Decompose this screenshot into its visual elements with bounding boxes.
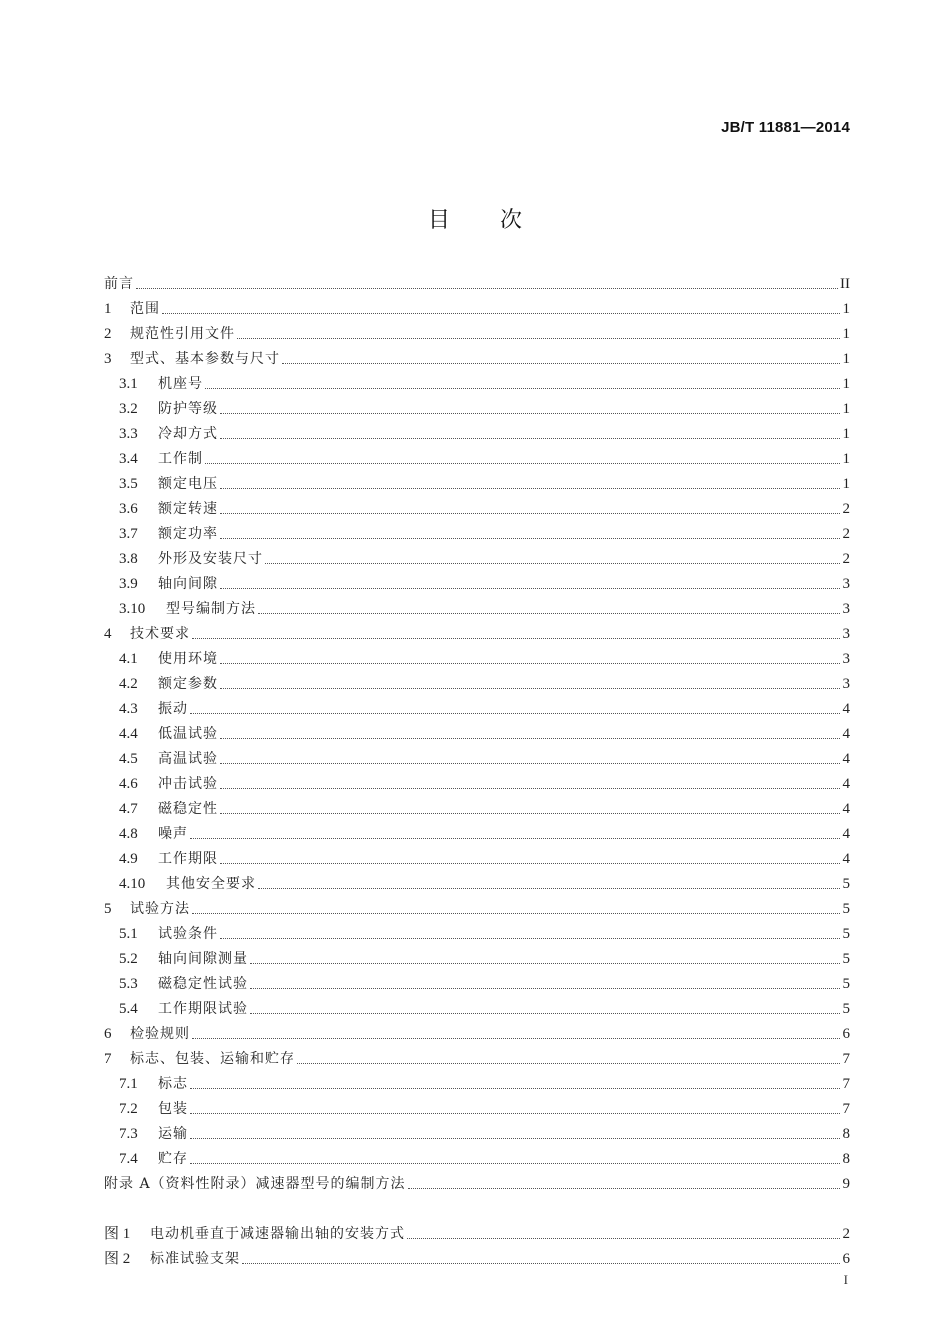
- entry-number: 3.2: [119, 401, 138, 417]
- page-title-char-1: 目: [427, 208, 450, 233]
- entry-number: 4.3: [119, 701, 138, 717]
- entry-number: 7.1: [119, 1076, 138, 1092]
- entry-number: 4.5: [119, 751, 138, 767]
- entry-label: 运输: [158, 1126, 188, 1142]
- entry-page-number: 4: [842, 801, 850, 817]
- dot-leader: [297, 1062, 840, 1064]
- toc-entry[interactable]: [104, 1118, 850, 1143]
- entry-page-number: 5: [842, 951, 850, 967]
- dot-leader: [220, 537, 840, 539]
- entry-label: 试验方法: [130, 901, 190, 917]
- entry-label: 技术要求: [130, 626, 190, 642]
- toc-entry[interactable]: [104, 668, 850, 693]
- toc-entry[interactable]: [104, 568, 850, 593]
- dot-leader: [220, 587, 840, 589]
- toc-entry[interactable]: [104, 743, 850, 768]
- toc-entry[interactable]: [104, 1168, 850, 1193]
- toc-entry[interactable]: [104, 493, 850, 518]
- dot-leader: [250, 962, 840, 964]
- entry-number: 3: [104, 351, 112, 367]
- entry-label: 规范性引用文件: [130, 326, 235, 342]
- dot-leader: [190, 1087, 840, 1089]
- entry-number: 3.4: [119, 451, 138, 467]
- entry-number: 4.1: [119, 651, 138, 667]
- toc-entry[interactable]: [104, 518, 850, 543]
- dot-leader: [190, 1162, 840, 1164]
- dot-leader: [190, 712, 840, 714]
- page-title: [0, 203, 950, 234]
- entry-page-number: 2: [842, 526, 850, 542]
- entry-label: 额定电压: [158, 476, 218, 492]
- dot-leader: [220, 662, 840, 664]
- entry-page-number: 7: [842, 1076, 850, 1092]
- entry-page-number: 1: [842, 426, 850, 442]
- entry-number: 3.9: [119, 576, 138, 592]
- entry-label: 前言: [104, 276, 134, 292]
- entry-page-number: 4: [842, 701, 850, 717]
- entry-page-number: 1: [842, 401, 850, 417]
- entry-page-number: 3: [842, 626, 850, 642]
- entry-page-number: 1: [842, 376, 850, 392]
- entry-label: 冲击试验: [158, 776, 218, 792]
- figure-entry[interactable]: [104, 1218, 850, 1243]
- entry-page-number: 3: [842, 601, 850, 617]
- entry-label: 额定参数: [158, 676, 218, 692]
- toc-entry[interactable]: [104, 993, 850, 1018]
- entry-number: 7.3: [119, 1126, 138, 1142]
- toc-entry[interactable]: [104, 618, 850, 643]
- entry-page-number: 3: [842, 576, 850, 592]
- toc-entry[interactable]: [104, 1043, 850, 1068]
- dot-leader: [407, 1237, 840, 1239]
- entry-number: 5.3: [119, 976, 138, 992]
- dot-leader: [237, 337, 840, 339]
- dot-leader: [220, 787, 840, 789]
- toc-entry[interactable]: [104, 543, 850, 568]
- entry-number: 7: [104, 1051, 112, 1067]
- dot-leader: [205, 462, 840, 464]
- entry-page-number: 2: [842, 551, 850, 567]
- dot-leader: [190, 837, 840, 839]
- toc-entry[interactable]: [104, 343, 850, 368]
- entry-page-number: 1: [842, 351, 850, 367]
- entry-label: 冷却方式: [158, 426, 218, 442]
- table-of-contents: [104, 268, 850, 1268]
- entry-label: 试验条件: [158, 926, 218, 942]
- entry-page-number: 5: [842, 901, 850, 917]
- dot-leader: [220, 737, 840, 739]
- toc-entry[interactable]: [104, 318, 850, 343]
- figure-list: [104, 1218, 850, 1268]
- entry-number: 4.4: [119, 726, 138, 742]
- entry-number: 5.4: [119, 1001, 138, 1017]
- entry-label: 防护等级: [158, 401, 218, 417]
- entry-page-number: 3: [842, 651, 850, 667]
- dot-leader: [258, 887, 840, 889]
- entry-page-number: 7: [842, 1101, 850, 1117]
- entry-number: 5: [104, 901, 112, 917]
- entry-label: 工作期限试验: [158, 1001, 248, 1017]
- entry-label: 电动机垂直于减速器输出轴的安装方式: [150, 1226, 405, 1242]
- entry-page-number: 4: [842, 726, 850, 742]
- entry-number: 7.2: [119, 1101, 138, 1117]
- entry-label: 磁稳定性试验: [158, 976, 248, 992]
- entry-label: 工作制: [158, 451, 203, 467]
- entry-page-number: 8: [842, 1126, 850, 1142]
- toc-entry[interactable]: [104, 768, 850, 793]
- dot-leader: [250, 987, 840, 989]
- dot-leader: [220, 812, 840, 814]
- entry-number: 4.6: [119, 776, 138, 792]
- entry-number: 6: [104, 1026, 112, 1042]
- entry-label: 标志、包装、运输和贮存: [130, 1051, 295, 1067]
- toc-entry[interactable]: [104, 593, 850, 618]
- entry-page-number: 4: [842, 776, 850, 792]
- entry-label: 使用环境: [158, 651, 218, 667]
- entry-label: 型式、基本参数与尺寸: [130, 351, 280, 367]
- entry-page-number: 2: [842, 501, 850, 517]
- entry-number: 4.10: [119, 876, 146, 892]
- entry-label: 振动: [158, 701, 188, 717]
- entry-label: 轴向间隙: [158, 576, 218, 592]
- toc-entry[interactable]: [104, 1093, 850, 1118]
- toc-entry[interactable]: [104, 1143, 850, 1168]
- entry-number: 5.1: [119, 926, 138, 942]
- entry-label: 附录 A（资料性附录）减速器型号的编制方法: [104, 1176, 406, 1192]
- toc-entry[interactable]: [104, 918, 850, 943]
- entry-number: 3.1: [119, 376, 138, 392]
- entry-page-number: 6: [842, 1251, 850, 1267]
- dot-leader: [192, 912, 840, 914]
- entry-label: 额定功率: [158, 526, 218, 542]
- entry-label: 噪声: [158, 826, 188, 842]
- toc-entry[interactable]: [104, 643, 850, 668]
- dot-leader: [220, 437, 840, 439]
- entry-page-number: 1: [842, 476, 850, 492]
- standard-number: JB/T 11881—2014: [721, 119, 850, 136]
- entry-number: 4.8: [119, 826, 138, 842]
- entry-page-number: 7: [842, 1051, 850, 1067]
- dot-leader: [220, 512, 840, 514]
- entry-number: 3.3: [119, 426, 138, 442]
- entry-number: 1: [104, 301, 112, 317]
- entry-label: 高温试验: [158, 751, 218, 767]
- entry-page-number: 1: [842, 326, 850, 342]
- toc-entry[interactable]: [104, 268, 850, 293]
- entry-number: 3.6: [119, 501, 138, 517]
- dot-leader: [192, 1037, 840, 1039]
- entry-label: 外形及安装尺寸: [158, 551, 263, 567]
- dot-leader: [282, 362, 840, 364]
- entry-page-number: 2: [842, 1226, 850, 1242]
- entry-number: 2: [104, 326, 112, 342]
- entry-page-number: 5: [842, 976, 850, 992]
- entry-number: 3.7: [119, 526, 138, 542]
- dot-leader: [205, 387, 840, 389]
- toc-entry[interactable]: [104, 443, 850, 468]
- dot-leader: [265, 562, 840, 564]
- entry-page-number: 6: [842, 1026, 850, 1042]
- toc-entry[interactable]: [104, 793, 850, 818]
- entry-page-number: 5: [842, 926, 850, 942]
- entry-number: 4.2: [119, 676, 138, 692]
- entry-number: 4.7: [119, 801, 138, 817]
- entry-label: 额定转速: [158, 501, 218, 517]
- toc-entry[interactable]: [104, 368, 850, 393]
- dot-leader: [220, 487, 840, 489]
- entry-number: 图 2: [104, 1251, 131, 1267]
- entry-page-number: 9: [842, 1176, 850, 1192]
- entry-label: 机座号: [158, 376, 203, 392]
- dot-leader: [242, 1262, 840, 1264]
- entry-label: 贮存: [158, 1151, 188, 1167]
- toc-entry[interactable]: [104, 1018, 850, 1043]
- dot-leader: [220, 412, 840, 414]
- entry-label: 轴向间隙测量: [158, 951, 248, 967]
- entry-number: 图 1: [104, 1226, 131, 1242]
- dot-leader: [220, 762, 840, 764]
- dot-leader: [136, 287, 838, 289]
- entry-page-number: 4: [842, 751, 850, 767]
- entry-page-number: 3: [842, 676, 850, 692]
- entry-page-number: 5: [842, 1001, 850, 1017]
- entry-page-number: 5: [842, 876, 850, 892]
- dot-leader: [220, 687, 840, 689]
- toc-entry[interactable]: [104, 1068, 850, 1093]
- toc-entry[interactable]: [104, 293, 850, 318]
- entry-number: 3.10: [119, 601, 146, 617]
- entry-number: 5.2: [119, 951, 138, 967]
- entry-label: 型号编制方法: [166, 601, 256, 617]
- toc-entry[interactable]: [104, 968, 850, 993]
- toc-entry[interactable]: [104, 943, 850, 968]
- entry-page-number: 1: [842, 451, 850, 467]
- toc-entry[interactable]: [104, 468, 850, 493]
- entry-label: 磁稳定性: [158, 801, 218, 817]
- toc-entry[interactable]: [104, 818, 850, 843]
- page-folio: I: [843, 1272, 848, 1287]
- page-title-char-2: 次: [500, 208, 523, 233]
- entry-number: 7.4: [119, 1151, 138, 1167]
- dot-leader: [250, 1012, 840, 1014]
- dot-leader: [220, 862, 840, 864]
- entry-label: 包装: [158, 1101, 188, 1117]
- entry-page-number: 8: [842, 1151, 850, 1167]
- entry-label: 其他安全要求: [166, 876, 256, 892]
- entry-page-number: 4: [842, 851, 850, 867]
- dot-leader: [408, 1187, 840, 1189]
- dot-leader: [192, 637, 840, 639]
- entry-number: 3.5: [119, 476, 138, 492]
- entry-label: 工作期限: [158, 851, 218, 867]
- toc-spacer: [104, 1193, 850, 1218]
- entry-page-number: II: [840, 276, 850, 292]
- toc-entry[interactable]: [104, 693, 850, 718]
- entry-page-number: 1: [842, 301, 850, 317]
- entry-label: 标志: [158, 1076, 188, 1092]
- entry-number: 3.8: [119, 551, 138, 567]
- toc-entry[interactable]: [104, 893, 850, 918]
- entry-page-number: 4: [842, 826, 850, 842]
- dot-leader: [190, 1112, 840, 1114]
- entry-label: 检验规则: [130, 1026, 190, 1042]
- toc-entry[interactable]: [104, 393, 850, 418]
- toc-entry[interactable]: [104, 418, 850, 443]
- entry-number: 4: [104, 626, 112, 642]
- entry-label: 范围: [130, 301, 160, 317]
- toc-entry[interactable]: [104, 718, 850, 743]
- entry-label: 标准试验支架: [150, 1251, 240, 1267]
- entry-number: 4.9: [119, 851, 138, 867]
- toc-entry[interactable]: [104, 868, 850, 893]
- figure-entry[interactable]: [104, 1243, 850, 1268]
- dot-leader: [190, 1137, 840, 1139]
- dot-leader: [258, 612, 840, 614]
- dot-leader: [162, 312, 840, 314]
- dot-leader: [220, 937, 840, 939]
- toc-entry[interactable]: [104, 843, 850, 868]
- toc-entries: [104, 268, 850, 1193]
- entry-label: 低温试验: [158, 726, 218, 742]
